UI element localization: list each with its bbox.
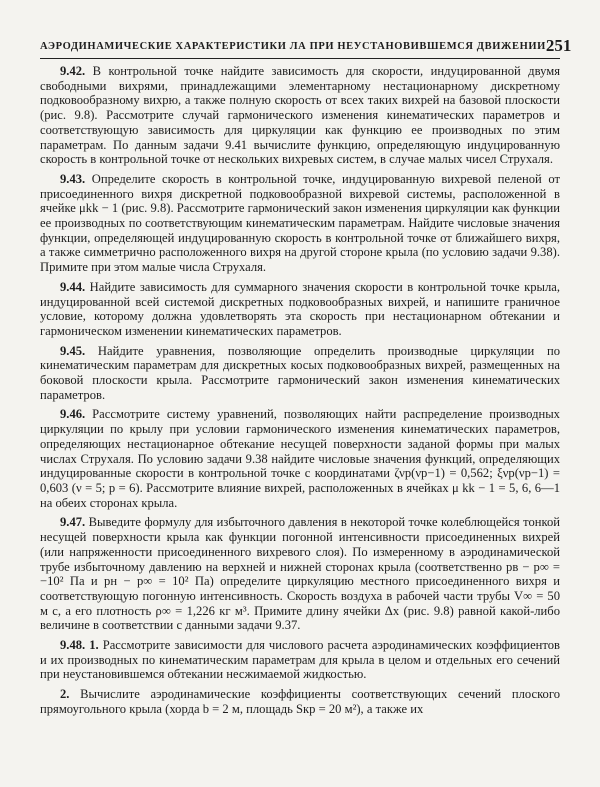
problem-9-48-part-2: [40, 687, 560, 716]
problem-number: 9.44.: [60, 279, 86, 294]
problem-text: Рассмотрите зависимости для числового расчета аэродинамических коэффициентов и их производных по кинематическим параметрам для крыла в целом и отдельных его сечений при неустановившемся обтекании несжимаемой жидкостью.: [40, 638, 560, 682]
problem-number: 9.42.: [60, 64, 86, 78]
problem-9-45: [40, 344, 560, 403]
problem-9-42: [40, 64, 560, 167]
problem-9-47: [40, 515, 560, 633]
page-header: [40, 28, 572, 56]
problem-number: 2.: [60, 687, 70, 702]
problem-text: Вычислите аэродинамические коэффициенты соответствующих сечений плоского прямоугольного крыла (хорда b = 2 м, площадь Sкр = 20 м²), а также их: [40, 687, 560, 716]
problem-number: 9.47.: [60, 515, 86, 530]
problem-9-48-part-1: [40, 638, 560, 682]
problem-text: Рассмотрите систему уравнений, позволяющих найти распределение производных циркуляции по крылу при условии гармонического изменения кинематических параметров, определяющих нестационарное обтекание несущей поверхности заданой формы при малых числах Струхаля. По условию задачи 9.38 найдите числовые значения функций, определяющих индуцированные скорости в контрольной точке с координатами ζνp(νp−1) = 0,562; ξνp(νp−1) = 0,603 (ν = 5; p = 6). Рассмотрите влияние вихрей, расположенных в ячейках μ kk − 1 = 5, 6, 6—1 на обеих сторонах крыла.: [40, 407, 560, 510]
header-rule: [40, 58, 560, 59]
problem-9-44: [40, 280, 560, 339]
running-title: АЭРОДИНАМИЧЕСКИЕ ХАРАКТЕРИСТИКИ ЛА ПРИ НЕУСТАНОВИВШЕМСЯ ДВИЖЕНИИ: [40, 41, 546, 52]
problem-text: Выведите формулу для избыточного давления в некоторой точке колеблющейся тонкой несущей поверхности крыла как функции погонной интенсивности присоединенных вихрей (или напряженности присоединенного вихревого слоя). По измеренному в аэродинамической трубе избыточному давлению на верхней и нижней сторонах крыла (соответственно pв − p∞ = −10² Па и pн − p∞ = 10² Па) определите циркуляцию местного присоединенного вихря и соответствующую погонную интенсивность. Скорость воздуха в рабочей части трубы V∞ = 50 м с, а его плотность ρ∞ = 1,226 кг м³. Примите длину ячейки Δx (рис. 9.8) равной какой-либо величине в соответствии с данными задачи 9.37.: [40, 515, 560, 633]
problem-text: Определите скорость в контрольной точке, индуцированную вихревой пеленой от присоединенного вихря дискретной подковообразной вихревой системы, расположенной в ячейке μkk − 1 (рис. 9.8). Рассмотрите гармонический закон изменения циркуляции как функции ее производных по соответствующим кинематическим параметрам. Найдите числовые значения функции, определяющей индуцированную скорость в контрольной точке от ближайшего вихря, а также симметрично расположенного вихря на другой стороне крыла (по условию задачи 9.38). Примите при этом малые числа Струхаля.: [40, 171, 560, 275]
problem-9-46: [40, 407, 560, 510]
problem-text: В контрольной точке найдите зависимость для скорости, индуцированной двумя свободными вихрями, принадлежащими элементарному нестационарному дискретному подковообразному вихрю, а также полную скорость от всех таких вихрей на базовой плоскости (рис. 9.8). Рассмотрите случай гармонического изменения кинематических параметров и соответствующую зависимость для циркуляции как функцию ее производных по этим параметрам. По данным задачи 9.41 вычислите функцию, определяющую индуцированную скорость в контрольной точке от нескольких вихревых систем, в случае малых чисел Струхаля.: [40, 64, 560, 167]
page-body: [40, 64, 560, 722]
problem-number: 9.43.: [60, 171, 86, 186]
page-number: 251: [545, 36, 572, 55]
problem-number: 9.46.: [60, 407, 86, 422]
problem-number: 9.45.: [60, 343, 86, 358]
problem-9-43: [40, 172, 560, 275]
problem-text: Найдите зависимость для суммарного значения скорости в контрольной точке крыла, индуцированной всей системой дискретных подковообразных вихрей, и напишите граничное условие, которому должна удовлетворять эта скорость при нестационарном обтекании и гармоническом изменении кинематических параметров.: [40, 279, 560, 338]
problem-number: 9.48. 1.: [60, 638, 99, 653]
problem-text: Найдите уравнения, позволяющие определить производные циркуляции по кинематическим параметрам для дискретных косых подковообразных вихрей, размещенных на боковой плоскости крыла. Рассмотрите гармонический закон изменения кинематических параметров.: [40, 343, 560, 402]
